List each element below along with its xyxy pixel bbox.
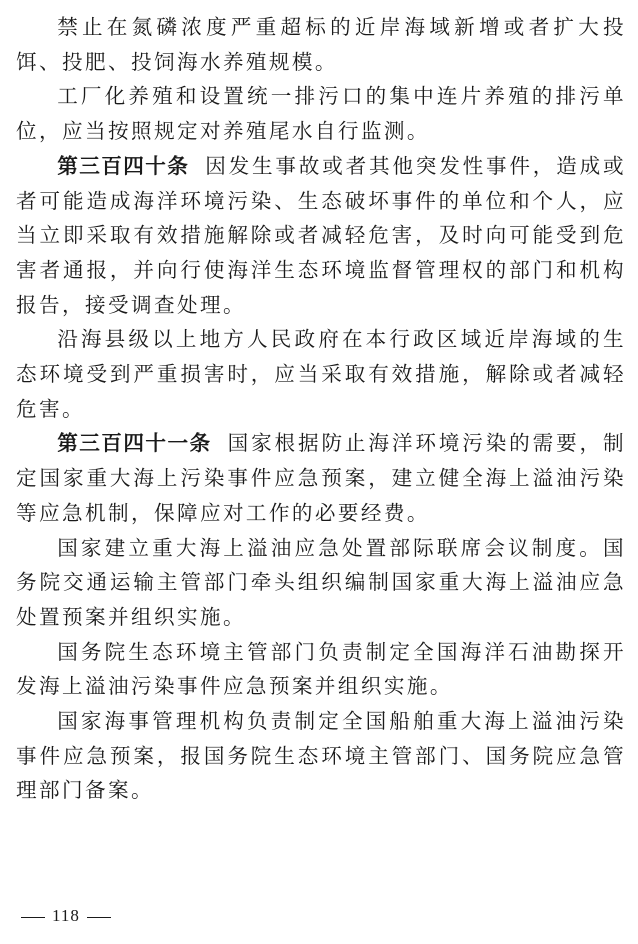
- article-heading: 第三百四十条: [57, 153, 190, 178]
- paragraph-text: 国务院生态环境主管部门负责制定全国海洋石油勘探开发海上溢油污染事件应急预案并组织实施。: [16, 639, 626, 699]
- article-heading: 第三百四十一条: [57, 431, 212, 456]
- paragraph: [16, 149, 626, 323]
- paragraph: [16, 704, 626, 808]
- paragraph: [16, 10, 626, 79]
- page-footer: [14, 906, 118, 926]
- paragraph: [16, 531, 626, 635]
- paragraph-text: 国家海事管理机构负责制定全国船舶重大海上溢油污染事件应急预案，报国务院生态环境主管部门、国务院应急管理部门备案。: [16, 709, 626, 803]
- paragraph: [16, 79, 626, 148]
- footer-dash-right: [87, 917, 111, 918]
- paragraph: [16, 635, 626, 704]
- paragraph-text: 工厂化养殖和设置统一排污口的集中连片养殖的排污单位，应当按照规定对养殖尾水自行监测。: [16, 84, 626, 144]
- body-text: [16, 10, 626, 808]
- paragraph: [16, 426, 626, 530]
- paragraph-text: 禁止在氮磷浓度严重超标的近岸海域新增或者扩大投饵、投肥、投饲海水养殖规模。: [16, 15, 626, 74]
- footer-dash-left: [21, 917, 45, 918]
- paragraph-text: 国家建立重大海上溢油应急处置部际联席会议制度。国务院交通运输主管部门牵头组织编制国家重大海上溢油应急处置预案并组织实施。: [16, 535, 626, 629]
- paragraph: [16, 322, 626, 426]
- paragraph-text: 国家根据防止海洋环境污染的需要，制定国家重大海上污染事件应急预案，建立健全海上溢油污染等应急机制，保障应对工作的必要经费。: [16, 431, 626, 525]
- paragraph-text: 沿海县级以上地方人民政府在本行政区域近岸海域的生态环境受到严重损害时，应当采取有效措施，解除或者减轻危害。: [16, 327, 626, 421]
- page-number: 118: [52, 906, 80, 925]
- paragraph-text: 因发生事故或者其他突发性事件，造成或者可能造成海洋环境污染、生态破坏事件的单位和个人，应当立即采取有效措施解除或者减轻危害，及时向可能受到危害者通报，并向行使海洋生态环境监督管理权的部门和机构报告，接受调查处理。: [16, 153, 627, 317]
